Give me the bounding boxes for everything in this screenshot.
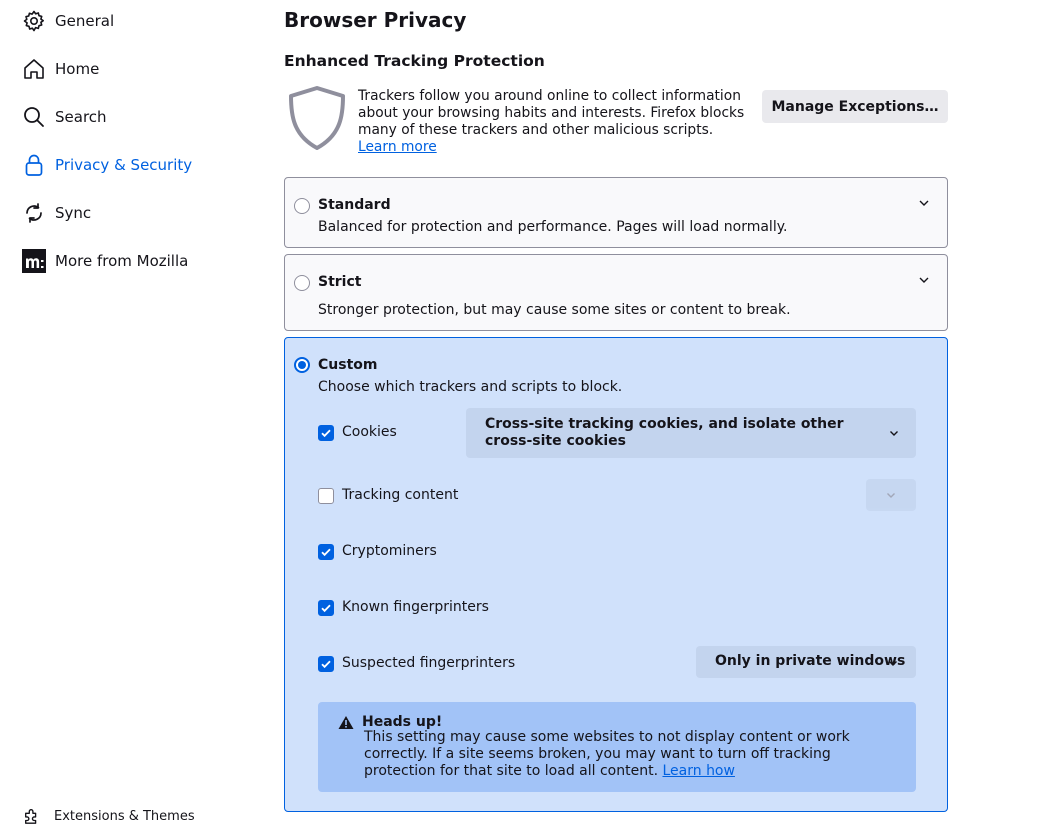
lock-icon: [22, 153, 46, 177]
manage-exceptions-button[interactable]: Manage Exceptions…: [762, 90, 948, 123]
warning-text-block: [364, 729, 904, 780]
suspected-fingerprinters-checkbox[interactable]: [318, 656, 334, 672]
home-icon: [22, 57, 46, 81]
suspected-fingerprinters-select[interactable]: [696, 646, 916, 678]
extensions-themes-label: Extensions & Themes: [54, 808, 195, 824]
known-fingerprinters-label: Known fingerprinters: [342, 599, 489, 615]
checkmark-icon: [320, 546, 332, 558]
cookies-label: Cookies: [342, 424, 397, 440]
cookies-select[interactable]: [466, 408, 916, 458]
search-icon: [22, 105, 46, 129]
warning-icon: [338, 715, 354, 730]
sidebar: [0, 0, 250, 827]
sidebar-extensions-themes[interactable]: [22, 805, 195, 827]
chevron-down-icon: [888, 427, 900, 439]
intro-text: Trackers follow you around online to collect information about your browsing habits and interests. Firefox blocks many of these trackers and other malicious scripts.: [358, 88, 745, 138]
sidebar-item-more-from-mozilla[interactable]: [22, 246, 188, 276]
learn-more-link[interactable]: Learn more: [358, 139, 437, 155]
sync-icon: [22, 201, 46, 225]
tracking-content-label: Tracking content: [342, 487, 459, 503]
cryptominers-checkbox[interactable]: [318, 544, 334, 560]
puzzle-piece-icon: [22, 806, 42, 826]
gear-icon: [22, 9, 46, 33]
standard-radio[interactable]: [294, 198, 310, 214]
sidebar-item-label: Search: [55, 108, 107, 126]
cookies-select-value: Cross-site tracking cookies, and isolate other cross-site cookies: [485, 416, 844, 449]
warning-title: Heads up!: [362, 714, 443, 730]
strict-description: Stronger protection, but may cause some sites or content to break.: [318, 302, 791, 318]
custom-radio[interactable]: [294, 357, 310, 373]
sidebar-item-sync[interactable]: [22, 198, 91, 228]
custom-description: Choose which trackers and scripts to block.: [318, 379, 623, 395]
option-strict[interactable]: [284, 254, 948, 331]
sidebar-item-label: Sync: [55, 204, 92, 222]
sidebar-item-label: Home: [55, 60, 100, 78]
custom-title: Custom: [318, 357, 378, 373]
chevron-down-icon: [887, 657, 899, 669]
section-title: Enhanced Tracking Protection: [284, 52, 545, 70]
tracking-protection-intro: [358, 88, 758, 156]
shield-icon: [286, 85, 348, 151]
checkmark-icon: [320, 427, 332, 439]
tracking-content-select: [866, 479, 916, 511]
learn-how-link[interactable]: Learn how: [662, 763, 735, 779]
suspected-fingerprinters-select-value: Only in private windows: [715, 653, 906, 669]
strict-title: Strict: [318, 274, 362, 290]
standard-description: Balanced for protection and performance. Pages will load normally.: [318, 219, 788, 235]
checkmark-icon: [320, 602, 332, 614]
sidebar-item-search[interactable]: [22, 102, 107, 132]
sidebar-item-label: Privacy & Security: [55, 156, 193, 174]
mozilla-logo-icon: [22, 249, 46, 273]
heads-up-warning: [318, 702, 916, 792]
suspected-fingerprinters-label: Suspected fingerprinters: [342, 655, 516, 671]
warning-text: This setting may cause some websites to not display content or work correctly. If a site seems broken, you may want to turn off tracking protection for that site to load all content.: [364, 729, 850, 779]
strict-radio[interactable]: [294, 275, 310, 291]
option-custom[interactable]: [284, 337, 948, 812]
cryptominers-label: Cryptominers: [342, 543, 437, 559]
sidebar-item-general[interactable]: [22, 6, 114, 36]
sidebar-item-label: General: [55, 12, 115, 30]
chevron-down-icon[interactable]: [917, 273, 931, 287]
chevron-down-icon: [885, 489, 897, 501]
sidebar-item-label: More from Mozilla: [55, 252, 189, 270]
cookies-checkbox[interactable]: [318, 425, 334, 441]
option-standard[interactable]: [284, 177, 948, 248]
known-fingerprinters-checkbox[interactable]: [318, 600, 334, 616]
sidebar-item-privacy-security[interactable]: [22, 150, 192, 180]
chevron-down-icon[interactable]: [917, 196, 931, 210]
page-title: Browser Privacy: [284, 8, 467, 32]
checkmark-icon: [320, 658, 332, 670]
sidebar-item-home[interactable]: [22, 54, 99, 84]
tracking-content-checkbox[interactable]: [318, 488, 334, 504]
standard-title: Standard: [318, 197, 391, 213]
